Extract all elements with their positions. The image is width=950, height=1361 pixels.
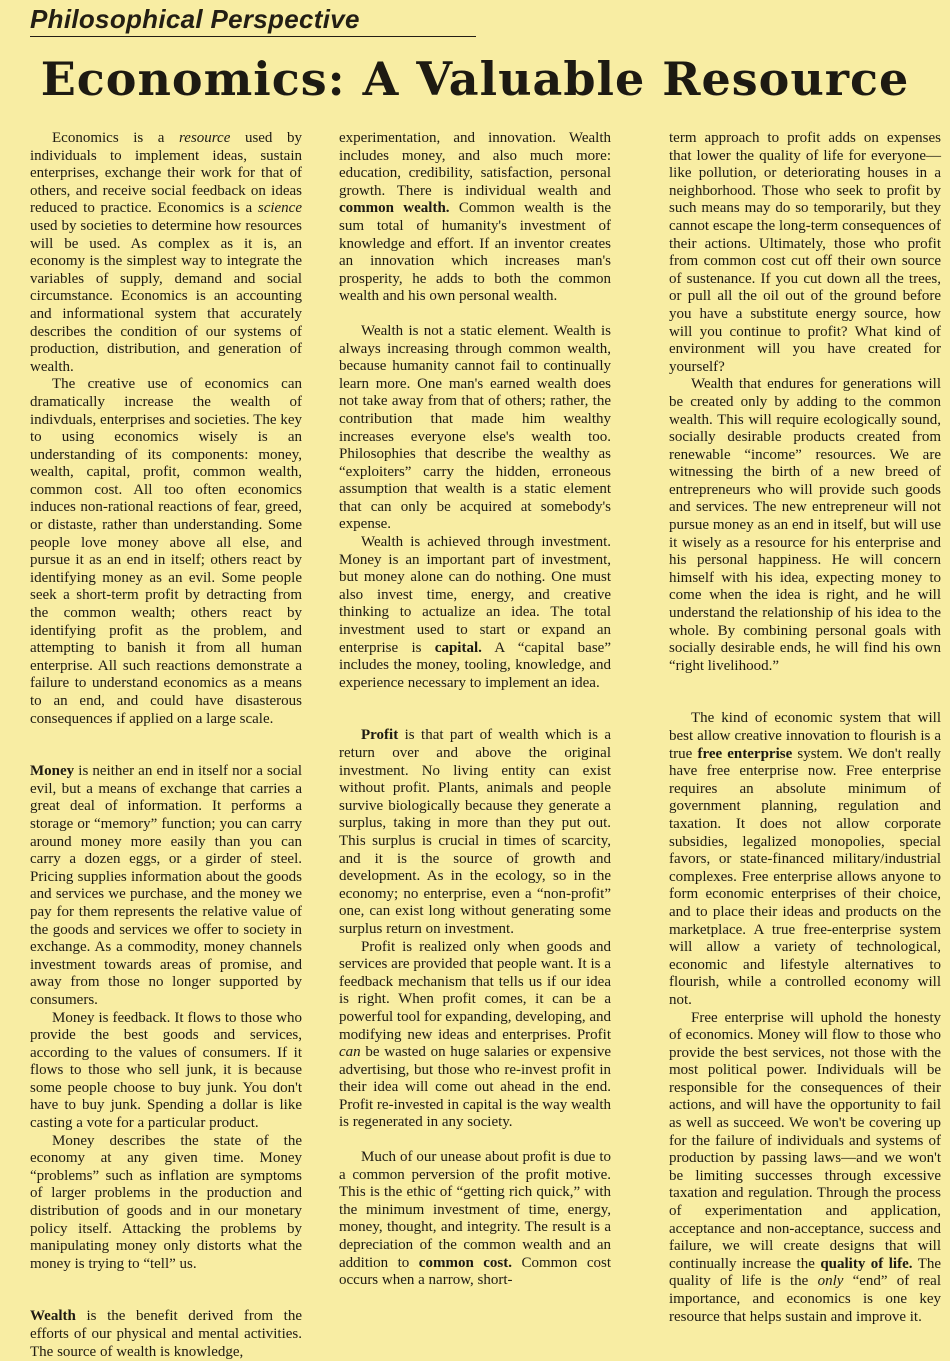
- paragraph: Wealth is not a static element. Wealth is always increasing through common wealth, because humanity cannot fail to continually learn more. One man's earned wealth does not take away from that of others; rather, the contribution that made him wealthy increases everyone else's wealth too. Philosophies that describe the wealthy as “exploiters” carry the hidden, erroneous assumption that wealth is a static element that can only be acquired at somebody's expense.: [339, 322, 611, 533]
- column-3: [669, 130, 941, 1326]
- paragraph: Wealth that endures for generations will be created only by adding to the common wealth. This will require ecologically sound, socially desirable products created from renewable “income” resources. We are witnessing the birth of a new breed of entrepreneurs who will provide such goods and services. The new entrepreneur will not pursue money as an end in itself, but will use it wisely as a resource for his enterprise and his personal happiness. He will concern himself with his idea, expecting money to come when the idea is right, and he will understand the relationship of his idea to the whole. By combining personal goals with socially desirable ends, he will find his own “right livelihood.”: [669, 376, 941, 674]
- paragraph-profit: Profit is that part of wealth which is a return over and above the original investment. No living entity can exist without profit. Plants, animals and people survive biologically because they generate a surplus, taking in more than they put out. This surplus is crucial in times of scarcity, and it is the source of growth and development. As in the ecology, so in the economy; no enterprise, even a “non-profit” one, can exist long without generating some surplus return on investment.: [339, 727, 612, 937]
- paragraph-money: Money is neither an end in itself nor a social evil, but a means of exchange that carries a great deal of information. It performs a storage or “memory” function; you can carry around money more easily than you can carry a dozen eggs, or a girder of steel. Pricing supplies information about the goods and services we purchase, and the money we pay for them represents the relative value of the goods and services we offer to society in exchange. As a commodity, money channels investment towards areas of promise, and away from those no longer supported by consumers.: [30, 763, 302, 1008]
- column-2: [339, 130, 611, 1290]
- section-kicker: Philosophical Perspective: [30, 2, 476, 37]
- paragraph: Wealth is achieved through investment. Money is an important part of investment, but money alone can do nothing. One must also invest time, energy, and creative thinking to actualize an idea. The total investment used to start or expand an enterprise is capital. A “capital base” includes the money, tooling, knowledge, and experience necessary to implement an idea.: [339, 534, 611, 691]
- paragraph: Economics is a resource used by individuals to implement ideas, sustain enterprises, exchange their work for that of others, and receive social feedback on ideas reduced to practice. Economics is a science used by societies to determine how resources will be used. As complex as it is, an economy is the simplest way to integrate the variables of supply, demand and social circumstance. Economics is an accounting and informational system that accurately describes the condition of our systems of production, distribution, and generation of wealth.: [30, 130, 302, 375]
- paragraph: term approach to profit adds on expenses that lower the quality of life for everyone—like pollution, or deteriorating houses in a neighborhood. Those who seek to profit by such means may do so temporarily, but they cannot escape the long-term consequences of their actions. Ultimately, those who profit from common cost cut off their own source of sustenance. If you cut down all the trees, or pull all the oil out of the ground before you have a substitute energy source, how will you continue to profit? What kind of environment will you have created for yourself?: [669, 130, 941, 375]
- paragraph: experimentation, and innovation. Wealth includes money, and also much more: education, credibility, satisfaction, personal growth. There is individual wealth and common wealth. Common wealth is the sum total of humanity's investment of knowledge and effort. If an inventor creates an innovation which increases man's prosperity, he adds to both the common wealth and his own personal wealth.: [339, 130, 611, 305]
- column-1: [30, 130, 302, 1361]
- paragraph-wealth: Wealth is the benefit derived from the efforts of our physical and mental activities. The source of wealth is knowledge,: [30, 1308, 303, 1360]
- paragraph: Money describes the state of the economy at any given time. Money “problems” such as inflation are symptoms of larger problems in the production and distribution of goods and in our monetary policy itself. Attacking the problems by manipulating money only distorts what the money is trying to “tell” us.: [30, 1132, 302, 1272]
- article-headline: Economics: A Valuable Resource: [40, 52, 910, 106]
- paragraph: Money is feedback. It flows to those who provide the best goods and services, according to the values of consumers. If it flows to those who sell junk, it is because some people choose to buy junk. You don't have to buy junk. Spending a dollar is like casting a vote for a particular product.: [30, 1009, 302, 1132]
- paragraph-free-enterprise: The kind of economic system that will best allow creative innovation to flourish is a true free enterprise system. We don't really have free enterprise now. Free enterprise requires an absolute minimum of government planning, regulation and taxation. It does not allow corporate subsidies, legalized monopolies, special favors, or state-financed military/industrial complexes. Free enterprise allows anyone to form economic enterprises of their choice, and to place their ideas and products on the marketplace. A true free-enterprise system will allow a variety of technological, economic and lifestyle alternatives to flourish, while a controlled economy will not.: [669, 710, 942, 1008]
- paragraph: The creative use of economics can dramatically increase the wealth of indivduals, enterprises and societies. The key to using economics wisely is an understanding of its components: money, wealth, capital, profit, common wealth, common cost. All too often economics induces non-rational reactions of fear, greed, or distaste, rather than understanding. Some people love money above all else, and pursue it as an end in itself; others react by identifying money as an evil. Some people seek a short-term profit by detracting from the common wealth; others react by identifying profit as the problem, and attempting to banish it from all human enterprise. All such reactions demonstrate a failure to understand economics as a means to an end, and could have disasterous consequences if applied on a large scale.: [30, 376, 302, 727]
- paragraph: Free enterprise will uphold the honesty of economics. Money will flow to those who provide the best services, not those with the most political power. Individuals will be responsible for the consequences of their actions, and will have the opportunity to fail as well as succeed. We won't be covering up for the failure of individuals and systems of production by passing laws—and we won't be limiting successes through excessive taxation and regulation. Through the process of experimentation and application, acceptance and non-acceptance, success and failure, we will create designs that will continually increase the quality of life. The quality of life is the only “end” of real importance, and economics is one key resource that helps sustain and improve it.: [669, 1009, 942, 1325]
- paragraph: Profit is realized only when goods and services are provided that people want. It is a feedback mechanism that tells us if our idea is right. When profit comes, it can be a powerful tool for expanding, developing, and modifying new ideas and enterprises. Profit can be wasted on huge salaries or expensive advertising, but those who re-invest profit in their idea will come out ahead in the end. Profit re-invested in capital is the way wealth is regenerated in any society.: [339, 938, 612, 1131]
- paragraph: Much of our unease about profit is due to a common perversion of the profit motive. This is the ethic of “getting rich quick,” with the minimum investment of time, energy, money, thought, and integrity. The result is a depreciation of the common wealth and an addition to common cost. Common cost occurs when a narrow, short-: [339, 1149, 611, 1289]
